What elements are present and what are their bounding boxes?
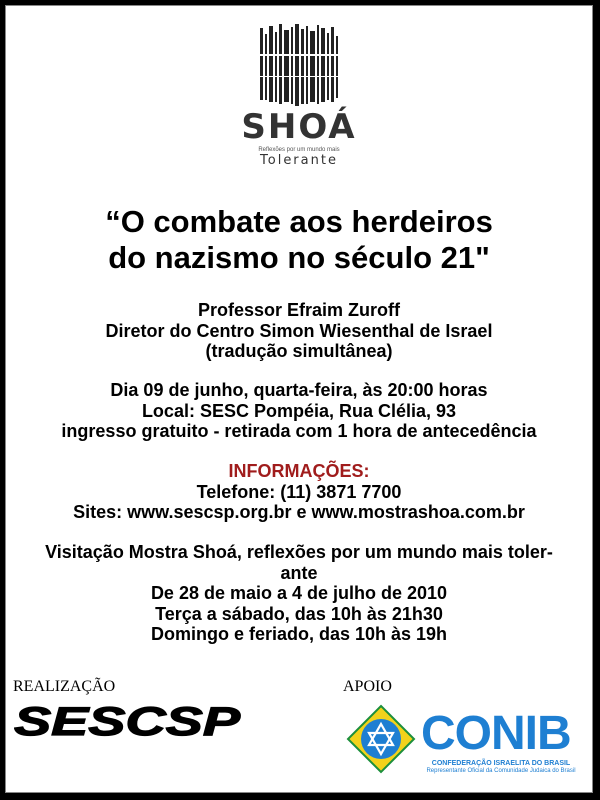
conib-subtitle: CONFEDERAÇÃO ISRAELITA DO BRASIL	[431, 760, 571, 767]
info-phone: Telefone: (11) 3871 7700	[196, 481, 402, 502]
exhibit-line-1: Visitação Mostra Shoá, reflexões por um mundo mais toler-	[45, 542, 553, 562]
event-title-line-1: “O combate aos herdeiros	[105, 204, 493, 239]
event-details	[6, 380, 592, 442]
shoa-logo	[6, 24, 592, 168]
sesc-sp-logo	[14, 704, 244, 740]
conib-name: CONIB	[421, 707, 571, 760]
event-location: Local: SESC Pompéia, Rua Clélia, 93	[141, 400, 457, 421]
exhibit-dates: De 28 de maio a 4 de julho de 2010	[150, 583, 448, 603]
shoa-barcode-figures-icon	[254, 24, 344, 108]
event-title-line-2: do nazismo no século 21"	[108, 240, 490, 275]
speaker-block	[6, 300, 592, 362]
apoio-label: APOIO	[343, 678, 392, 695]
translation-note: (tradução simultânea)	[205, 341, 393, 361]
conib-star-of-david-icon	[346, 704, 416, 774]
event-title	[6, 204, 592, 276]
poster	[5, 5, 593, 793]
info-heading: INFORMAÇÕES:	[228, 461, 370, 481]
exhibit-weekends: Domingo e feriado, das 10h às 19h	[150, 624, 448, 644]
shoa-logo-name: SHOÁ	[241, 107, 357, 147]
shoa-logo-tolerante: Tolerante	[260, 153, 338, 168]
event-date: Dia 09 de junho, quarta-feira, às 20:00 horas	[110, 380, 488, 400]
speaker-role: Diretor do Centro Simon Wiesenthal de Israel	[105, 320, 493, 341]
info-block	[6, 461, 592, 523]
realizacao-label: REALIZAÇÃO	[13, 678, 116, 695]
shoa-logo-tagline: Reflexões por um mundo mais	[258, 147, 340, 153]
exhibit-block	[6, 542, 592, 645]
event-entry: ingresso gratuito - retirada com 1 hora de antecedência	[61, 421, 537, 441]
sesc-sp-logo-text: SESCSP	[14, 704, 241, 740]
conib-representative-note: Representante Oficial da Comunidade Judaica do Brasil	[426, 768, 576, 774]
exhibit-line-2: ante	[280, 562, 318, 583]
speaker-name: Professor Efraim Zuroff	[197, 300, 401, 320]
exhibit-weekdays: Terça a sábado, das 10h às 21h30	[155, 603, 443, 624]
info-sites: Sites: www.sescsp.org.br e www.mostrashoa.com.br	[73, 502, 525, 522]
